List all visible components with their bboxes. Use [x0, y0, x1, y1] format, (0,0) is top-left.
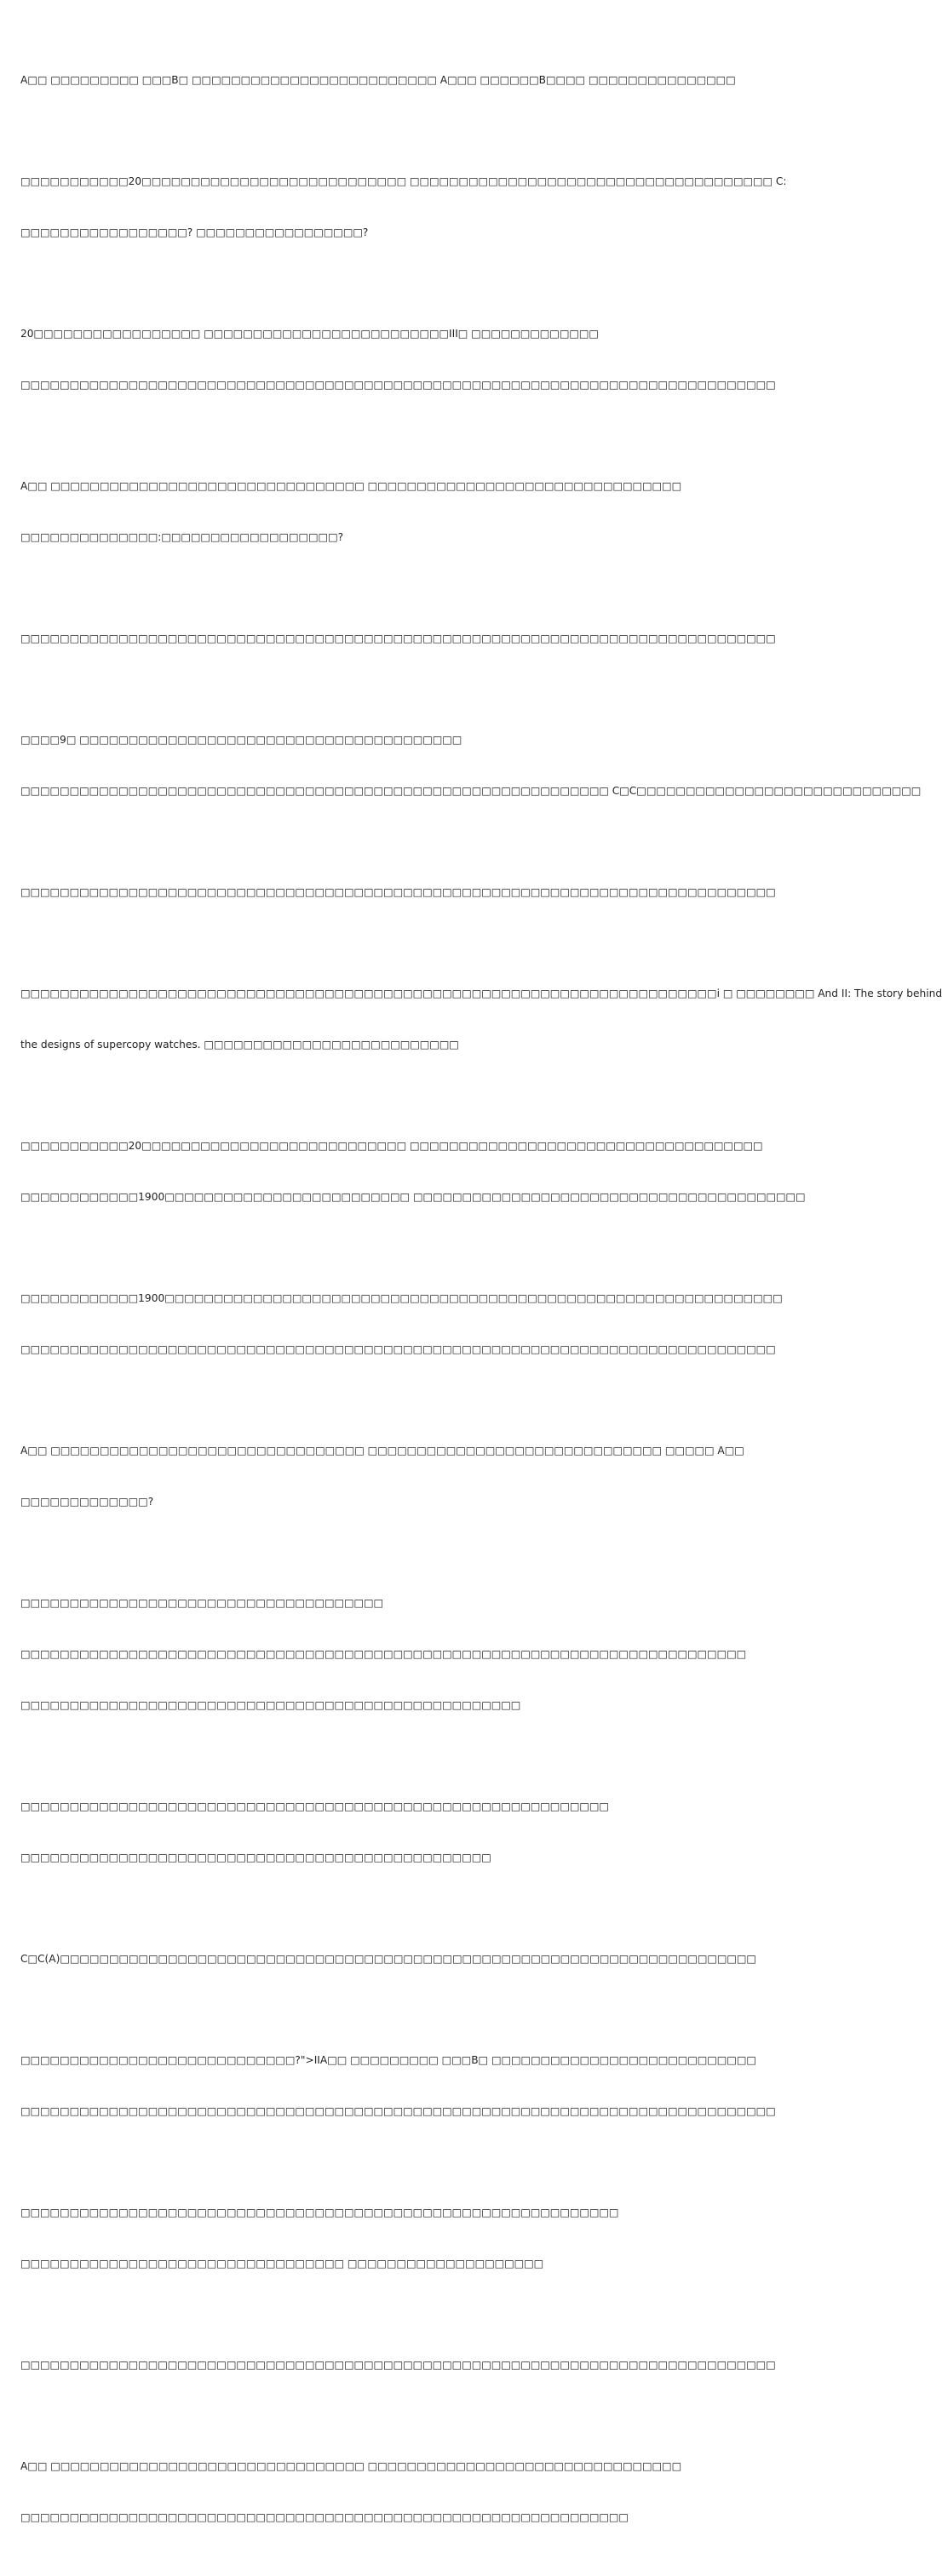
paragraph-line: □□□□□□□□□□□□□□□□□□□□□□□□□□□□□□□□□ □□□□□□□□□□□□□□□□□□□□: [20, 2258, 544, 2270]
paragraph-line: C□C(A)□□□□□□□□□□□□□□□□□□□□□□□□□□□□□□□□□□□□□□□□□□□□□□□□□□□□□□□□□□□□□□□□□□□□□□□: [20, 1953, 756, 1965]
paragraph-line: □□□□□□□□□□□□□□□□□□□□□□□□□□□□□□□□□□□□□□□□□□□□□□□□□□□□□□□□□□□□□□□□□□□□□□□□□□: [20, 1648, 747, 1660]
paragraph-line: A□□ □□□□□□□□□□□□□□□□□□□□□□□□□□□□□□□□ □□□□□□□□□□□□□□□□□□□□□□□□□□□□□□ □□□□□ A□□: [20, 1445, 744, 1457]
paragraph-line: □□□□□□□□□□□□□□□□□□□□□□□□□□□□□□□□□□□□□□□□□□□□□□□□□□□□□□□□□□□□□□□□□□□□□□□□□□□□□: [20, 1343, 776, 1355]
paragraph-3: [20, 291, 776, 427]
paragraph-line: □□□□□□□□□□□□□□□□□□□□□□□□□□□□□□□□□□□□□□□□□□□□□□□□□□□□□□□□□□□□ C□C□□□□□□□□□□□□□□□□□□□□□□□□□□□□□: [20, 785, 922, 797]
paragraph-line: □□□□□□□□□□□20□□□□□□□□□□□□□□□□□□□□□□□□□□□ □□□□□□□□□□□□□□□□□□□□□□□□□□□□□□□□□□□□□ C:: [20, 175, 787, 187]
paragraph-18: [20, 2424, 682, 2560]
paragraph-line: □□□□□□□□□□□□□?: [20, 1496, 154, 1508]
paragraph-11: [20, 1408, 744, 1544]
paragraph-line: □□□□□□□□□□□□□□□□□□□□□□□□□□□□□□□□□□□□□□□□□□□□□□□□□□□□□□□□□□□□□□□□□□□□□□□□□□□□□: [20, 379, 776, 391]
paragraph-line: □□□□□□□□□□□□□□□□□□□□□□□□□□□□□□□□□□□□□□□□□□□□□□□□: [20, 1852, 491, 1863]
article-body: [20, 37, 942, 2576]
paragraph-line: the designs of supercopy watches. □□□□□□□□□□□□□□□□□□□□□□□□□□: [20, 1039, 459, 1050]
paragraph-line: □□□□□□□□□□□20□□□□□□□□□□□□□□□□□□□□□□□□□□□ □□□□□□□□□□□□□□□□□□□□□□□□□□□□□□□□□□□□: [20, 1140, 763, 1152]
paragraph-line: 20□□□□□□□□□□□□□□□□□ □□□□□□□□□□□□□□□□□□□□□□□□□III□ □□□□□□□□□□□□□: [20, 328, 599, 340]
paragraph-4: [20, 444, 682, 580]
paragraph-5: [20, 596, 776, 681]
paragraph-line: □□□□□□□□□□□□□□□□□□□□□□□□□□□□□□□□□□□□□□□□□□□□□□□□□□□: [20, 1699, 521, 1711]
paragraph-line: □□□□□□□□□□□□□□□□□□□□□□□□□□□□□□□□□□□□□□□□□□□□□□□□□□□□□□□□□□□□□□□□□□□□□□□□□□□□□: [20, 886, 776, 898]
paragraph-6: [20, 697, 922, 833]
paragraph-line: □□□□□□□□□□□□□□□□□□□□□□□□□□□□□□□□□□□□□□□□□□□□□□□□□□□□□□□□□□□□□□: [20, 2511, 629, 2523]
paragraph-line: □□□□□□□□□□□□□□□□□□□□□□□□□□□□□□□□□□□□□□□□□□□□□□□□□□□□□□□□□□□□□: [20, 2207, 619, 2218]
paragraph-line: □□□□□□□□□□□□□□□□□□□□□□□□□□□□□□□□□□□□□□□□□□□□□□□□□□□□□□□□□□□□: [20, 1800, 609, 1812]
paragraph-line: □□□□9□ □□□□□□□□□□□□□□□□□□□□□□□□□□□□□□□□□□□□□□□: [20, 734, 462, 746]
paragraph-2: [20, 139, 787, 275]
paragraph-line: □□□□□□□□□□□□1900□□□□□□□□□□□□□□□□□□□□□□□□□ □□□□□□□□□□□□□□□□□□□□□□□□□□□□□□□□□□□□□□□□: [20, 1191, 806, 1203]
paragraph-13: [20, 1764, 609, 1900]
paragraph-9: [20, 1103, 806, 1239]
paragraph-line: □□□□□□□□□□□□□□□□□□□□□□□□□□□□□□□□□□□□□□□□□□□□□□□□□□□□□□□□□□□□□□□□□□□□□□□□□□□□□: [20, 2359, 776, 2371]
paragraph-14: [20, 1916, 756, 2001]
paragraph-line: A□□ □□□□□□□□□□□□□□□□□□□□□□□□□□□□□□□□ □□□□□□□□□□□□□□□□□□□□□□□□□□□□□□□□: [20, 480, 682, 492]
paragraph-8: [20, 951, 942, 1087]
paragraph-17: [20, 2322, 776, 2407]
paragraph-line: □□□□□□□□□□□□□□□□□□□□□□□□□□□□□□□□□□□□□□□□□□□□□□□□□□□□□□□□□□□□□□□□□□□□□□□□□□□□□: [20, 2105, 776, 2117]
paragraph-line: □□□□□□□□□□□□□□□□□? □□□□□□□□□□□□□□□□□?: [20, 226, 369, 238]
paragraph-line: □□□□□□□□□□□□□□□□□□□□□□□□□□□□□□□□□□□□□□□□□□□□□□□□□□□□□□□□□□□□□□□□□□□□□□□i □ □□□□□□□□ And II: The story behind: [20, 987, 942, 999]
paragraph-1: [20, 37, 736, 123]
paragraph-7: [20, 850, 776, 935]
paragraph-line: □□□□□□□□□□□□□□□□□□□□□□□□□□□□□□□□□□□□□: [20, 1597, 384, 1609]
paragraph-line: □□□□□□□□□□□□□□□□□□□□□□□□□□□□□□□□□□□□□□□□□□□□□□□□□□□□□□□□□□□□□□□□□□□□□□□□□□□□□: [20, 633, 776, 644]
paragraph-line: □□□□□□□□□□□□1900□□□□□□□□□□□□□□□□□□□□□□□□□□□□□□□□□□□□□□□□□□□□□□□□□□□□□□□□□□□□□□□: [20, 1292, 783, 1304]
paragraph-12: [20, 1560, 747, 1748]
paragraph-line: □□□□□□□□□□□□□□:□□□□□□□□□□□□□□□□□□?: [20, 531, 344, 543]
paragraph-line: A□□ □□□□□□□□□□□□□□□□□□□□□□□□□□□□□□□□ □□□□□□□□□□□□□□□□□□□□□□□□□□□□□□□□: [20, 2460, 682, 2472]
paragraph-line: A□□ □□□□□□□□□ □□□B□ □□□□□□□□□□□□□□□□□□□□□□□□□ A□□□ □□□□□□B□□□□ □□□□□□□□□□□□□□□: [20, 74, 736, 86]
paragraph-line: □□□□□□□□□□□□□□□□□□□□□□□□□□□□?">IIA□□ □□□□□□□□□ □□□B□ □□□□□□□□□□□□□□□□□□□□□□□□□□□: [20, 2054, 756, 2066]
paragraph-15: [20, 2018, 776, 2154]
paragraph-10: [20, 1256, 783, 1392]
paragraph-16: [20, 2170, 619, 2306]
